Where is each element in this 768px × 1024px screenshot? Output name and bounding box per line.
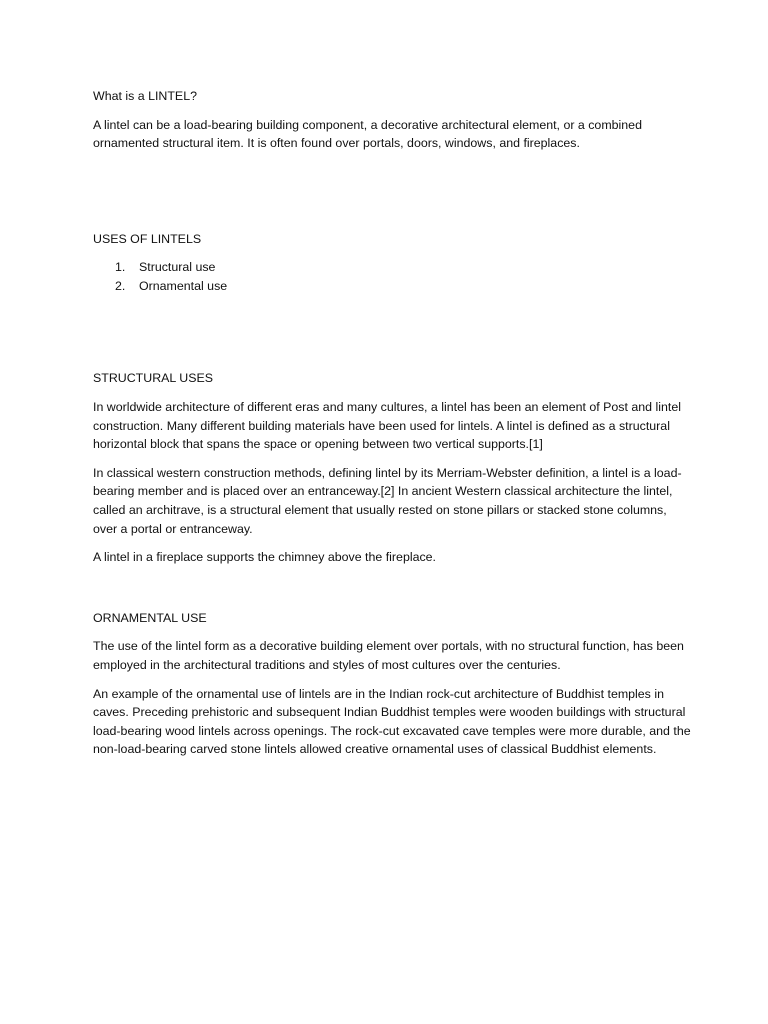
- question-heading: What is a LINTEL?: [93, 89, 197, 103]
- list-item-label: Ornamental use: [139, 279, 228, 294]
- list-item: [93, 258, 693, 277]
- spacer: [93, 248, 693, 258]
- structural-paragraph-2: In classical western construction methods, defining lintel by its Merriam-Webster definition, a lintel is a load-bearing member and is placed over an entranceway.[2] In ancient Western classical architecture the lintel, called an architrave, is a structural element that usually rested on stone pillars or stacked stone columns, over a portal or entranceway.: [93, 465, 682, 536]
- intro-paragraph: A lintel can be a load-bearing building component, a decorative architectural element, or a combined ornamented structural item. It is often found over portals, doors, windows, and fireplaces.: [93, 117, 642, 151]
- list-item-number: 2.: [115, 279, 126, 294]
- structural-heading: STRUCTURAL USES: [93, 371, 214, 386]
- spacer: [93, 106, 693, 116]
- spacer: [93, 627, 693, 637]
- spacer: [93, 675, 693, 685]
- ornamental-heading: ORNAMENTAL USE: [93, 610, 207, 625]
- structural-paragraph-3: A lintel in a fireplace supports the chimney above the fireplace.: [93, 550, 437, 565]
- list-item-number: 1.: [115, 260, 126, 275]
- spacer: [93, 153, 693, 230]
- spacer: [93, 538, 693, 548]
- list-item-label: Structural use: [139, 260, 216, 275]
- spacer: [93, 296, 693, 369]
- uses-heading: USES OF LINTELS: [93, 231, 202, 246]
- ornamental-paragraph-1: The use of the lintel form as a decorative building element over portals, with no structural function, has been employed in the architectural traditions and styles of most cultures over the centuries.: [93, 639, 684, 672]
- structural-paragraph-1: In worldwide architecture of different eras and many cultures, a lintel has been an element of Post and lintel construction. Many different building materials have been used for lintels. A lintel is defined as a structural horizontal block that spans the space or opening between two vertical supports.[1]: [93, 399, 681, 452]
- ornamental-paragraph-2: An example of the ornamental use of lintels are in the Indian rock-cut architecture of Buddhist temples in caves. Preceding prehistoric and subsequent Indian Buddhist temples were wooden buildings with structural load-bearing wood lintels across openings. The rock-cut excavated cave temples were more durable, and the non-load-bearing carved stone lintels allowed creative ornamental uses of classical Buddhist elements.: [93, 686, 691, 757]
- list-item: [93, 277, 693, 296]
- document-page: [93, 87, 693, 759]
- spacer: [93, 388, 693, 398]
- spacer: [93, 454, 693, 464]
- uses-list: [93, 258, 693, 296]
- spacer: [93, 567, 693, 609]
